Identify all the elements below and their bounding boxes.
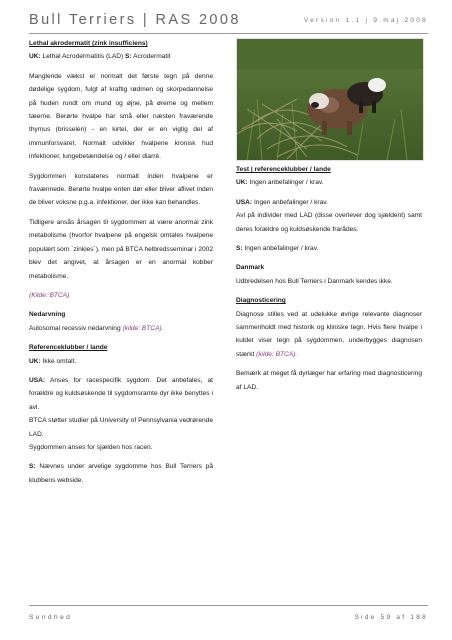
s-website-paragraph (29, 460, 213, 487)
danmark-paragraph: Udbredelsen hos Bull Terriers i Danmark kendes ikke. (236, 277, 393, 285)
nedarvning-source: (kilde: BTCA). (122, 324, 164, 332)
diag-source: (kilde: BTCA). (256, 350, 298, 358)
heading-nedarvning: Nedarvning (29, 311, 66, 319)
footer-section: Sundhed (29, 614, 73, 621)
document-title: Bull Terriers | RAS 2008 (29, 12, 241, 28)
ref-usa-paragraph (29, 374, 213, 414)
test-uk-label: UK: (236, 179, 248, 187)
nedarvning-paragraph (29, 322, 213, 335)
paragraph-symptoms: Manglende vækst er normalt det første tegn på denne dødelige sygdom, fulgt af kraftig rødmen og skorpedannelse på huden rundt om mund og øjne, på ørerne og mellem tæerne. Berørte hvalpe har små eller næsten fraværende thymus (brisselen) - en kirtel, der er en vigtig del af immunforsvaret. Normalt udvikler hvalpene kronisk hud infektioner, lungebetændelse og / eller diarré. (29, 72, 213, 161)
page-header (29, 12, 428, 34)
source-btca: (Kilde: BTCA) (29, 291, 70, 299)
rarity-paragraph: Sygdommen anses for sjælden hos racen. (29, 443, 153, 451)
ref-uk-text: Ikke omtalt. (42, 357, 77, 365)
header-divider (29, 33, 428, 34)
uk-name: Lethal Acrodermatitis (LAD) (42, 53, 124, 61)
test-uk-text: Ingen anbefalinger / krav. (249, 179, 324, 187)
diag-text: Diagnose stilles ved at udelukke øvrige relevante diagnoser sammenholdt med historik og kliniske tegn. Hvis flere hvalpe i kuldet viser tegn på sygdommen, underbygges diagnosen stærkt (236, 310, 422, 358)
heading-test: Test | referenceklubber / lande (236, 166, 331, 173)
ref-usa-text: Anses for racespecifik sygdom. Det anbefales, at forældre og kuldsøskende til sygdomsramte dyr ikke benyttes i avl. (29, 376, 214, 411)
right-column (236, 163, 422, 400)
left-column (29, 37, 213, 493)
ref-uk-label: UK: (29, 357, 41, 365)
heading-referenceklubber: Referenceklubber / lande (29, 344, 108, 352)
heading-danmark: Danmark (236, 264, 265, 272)
heading-diagnosticering: Diagnosticering (236, 297, 286, 305)
diag-note-paragraph: Bemærk at meget få dyrlæger har erfaring med diagnosticering af LAD. (236, 370, 422, 391)
name-translations (29, 50, 213, 63)
btca-study-paragraph: BTCA støtter studier på University of Pennsylvania vedrørende LAD. (29, 417, 213, 438)
paragraph-cause: Tidligere ansås årsagen til sygdommen at være anormal zink metabolisme (hvorfor hvalpene på engelsk omtales hvalpene populært som ´zinkies´), men på BTCA helbredsseminar i 2002 blev det angivet, at årsagen er en anormal kobber metabolisme. (29, 218, 213, 280)
test-s-text: Ingen anbefalinger / krav. (244, 245, 319, 253)
uk-label: UK: (29, 53, 41, 61)
diag-paragraph (236, 308, 422, 362)
s2-text: Nævnes under arvelige sygdomme hos Bull Terriers på klubbens webside. (29, 463, 213, 484)
test-usa-text: Ingen anbefalinger / krav. (253, 198, 328, 206)
paragraph-onset: Sygdommen konstateres normalt inden hvalpene er fravænnede. Berørte hvalpe enten dør eller bliver aflivet inden de bliver voksne p.g.a. infektioner, der ikke kan behandles. (29, 172, 213, 207)
test-uk-line (236, 176, 422, 189)
dogs-in-grass-image (237, 39, 423, 160)
s-label: S: (125, 53, 132, 61)
ref-usa-label: USA: (29, 376, 46, 384)
version-label: Version 1.1 | 9.maj 2008 (303, 17, 428, 24)
page-number: Side 59 af 188 (354, 614, 428, 621)
test-s-label: S: (236, 245, 243, 253)
footer-divider (29, 605, 428, 606)
test-usa-label: USA: (236, 198, 253, 206)
nedarvning-text: Autosomal recessiv nedarvning (29, 324, 121, 332)
section-heading-lad: Lethal akrodermatit (zink insufficiens) (29, 40, 148, 47)
test-usa-paragraph: Avl på individer med LAD (disse overlever dog sjældent) samt deres forældre og kuldsøskende frarådes. (236, 212, 422, 233)
s2-label: S: (29, 463, 36, 471)
test-s-line (236, 242, 422, 255)
s-name: Acrodermatit (133, 53, 171, 61)
photo-bull-terriers (236, 38, 424, 161)
test-usa-line (236, 196, 422, 209)
ref-uk-line (29, 355, 213, 368)
